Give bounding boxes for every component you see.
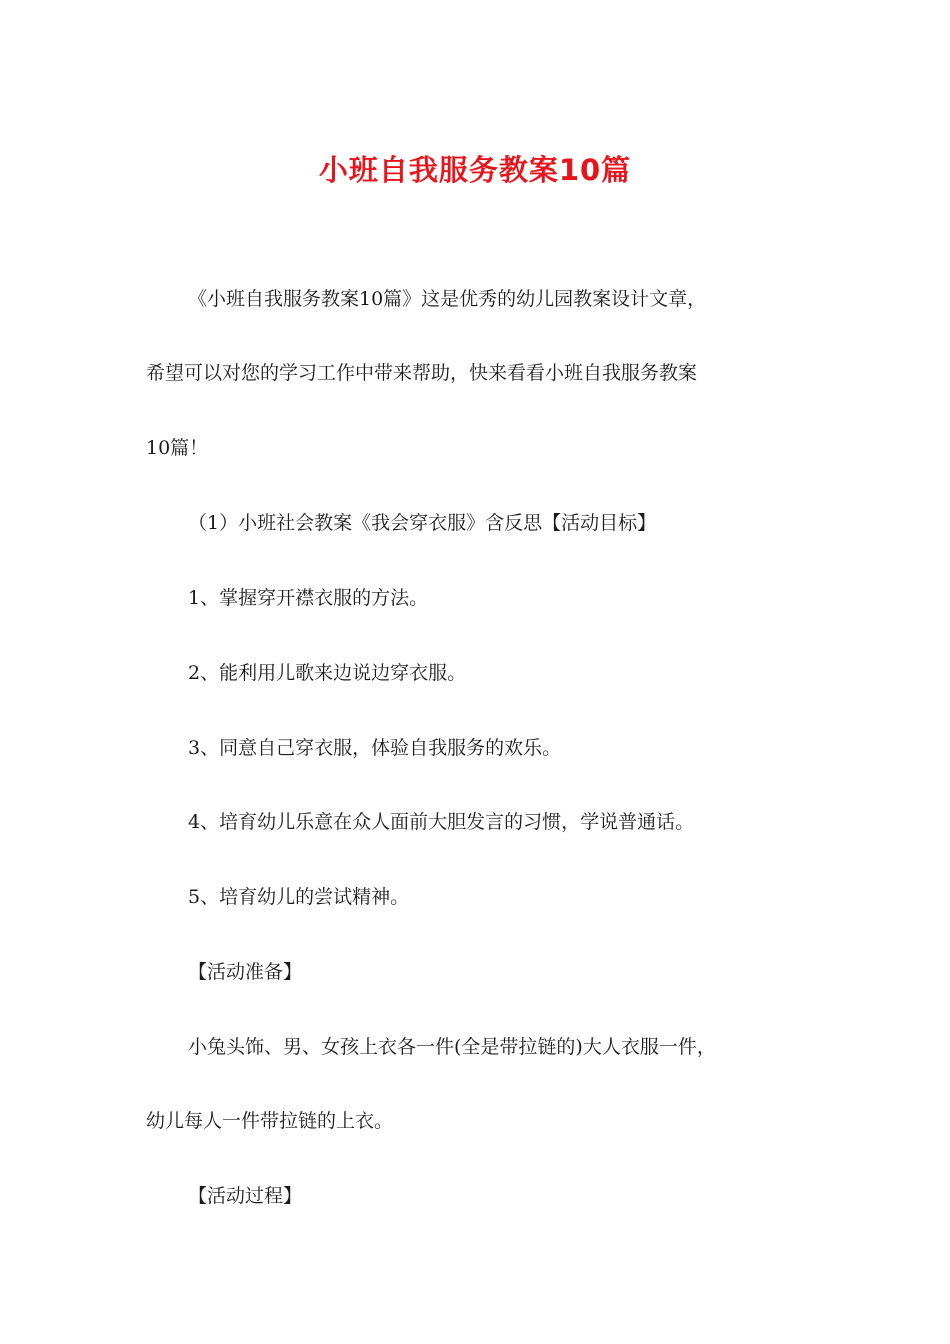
list-item: 3、同意自己穿衣服，体验自我服务的欢乐。 (188, 737, 562, 759)
paragraph-line: 幼儿每人一件带拉链的上衣。 (146, 1110, 394, 1132)
list-item: 1、掌握穿开襟衣服的方法。 (188, 587, 429, 609)
paragraph-line: 《小班自我服务教案10篇》这是优秀的幼儿园教案设计文章， (188, 288, 707, 310)
section-heading: （1）小班社会教案《我会穿衣服》含反思【活动目标】 (188, 512, 657, 534)
paragraph-line: 10篇！ (146, 437, 209, 459)
document-title: 小班自我服务教案10篇 (318, 153, 632, 187)
list-item: 4、培育幼儿乐意在众人面前大胆发言的习惯，学说普通话。 (188, 811, 695, 833)
paragraph-line: 希望可以对您的学习工作中带来帮助，快来看看小班自我服务教案 (146, 362, 698, 384)
list-item: 2、能利用儿歌来边说边穿衣服。 (188, 662, 467, 684)
list-item: 5、培育幼儿的尝试精神。 (188, 886, 410, 908)
section-heading: 【活动准备】 (188, 961, 303, 983)
paragraph-line: 小兔头饰、男、女孩上衣各一件(全是带拉链的)大人衣服一件， (188, 1036, 716, 1058)
section-heading: 【活动过程】 (188, 1185, 303, 1207)
